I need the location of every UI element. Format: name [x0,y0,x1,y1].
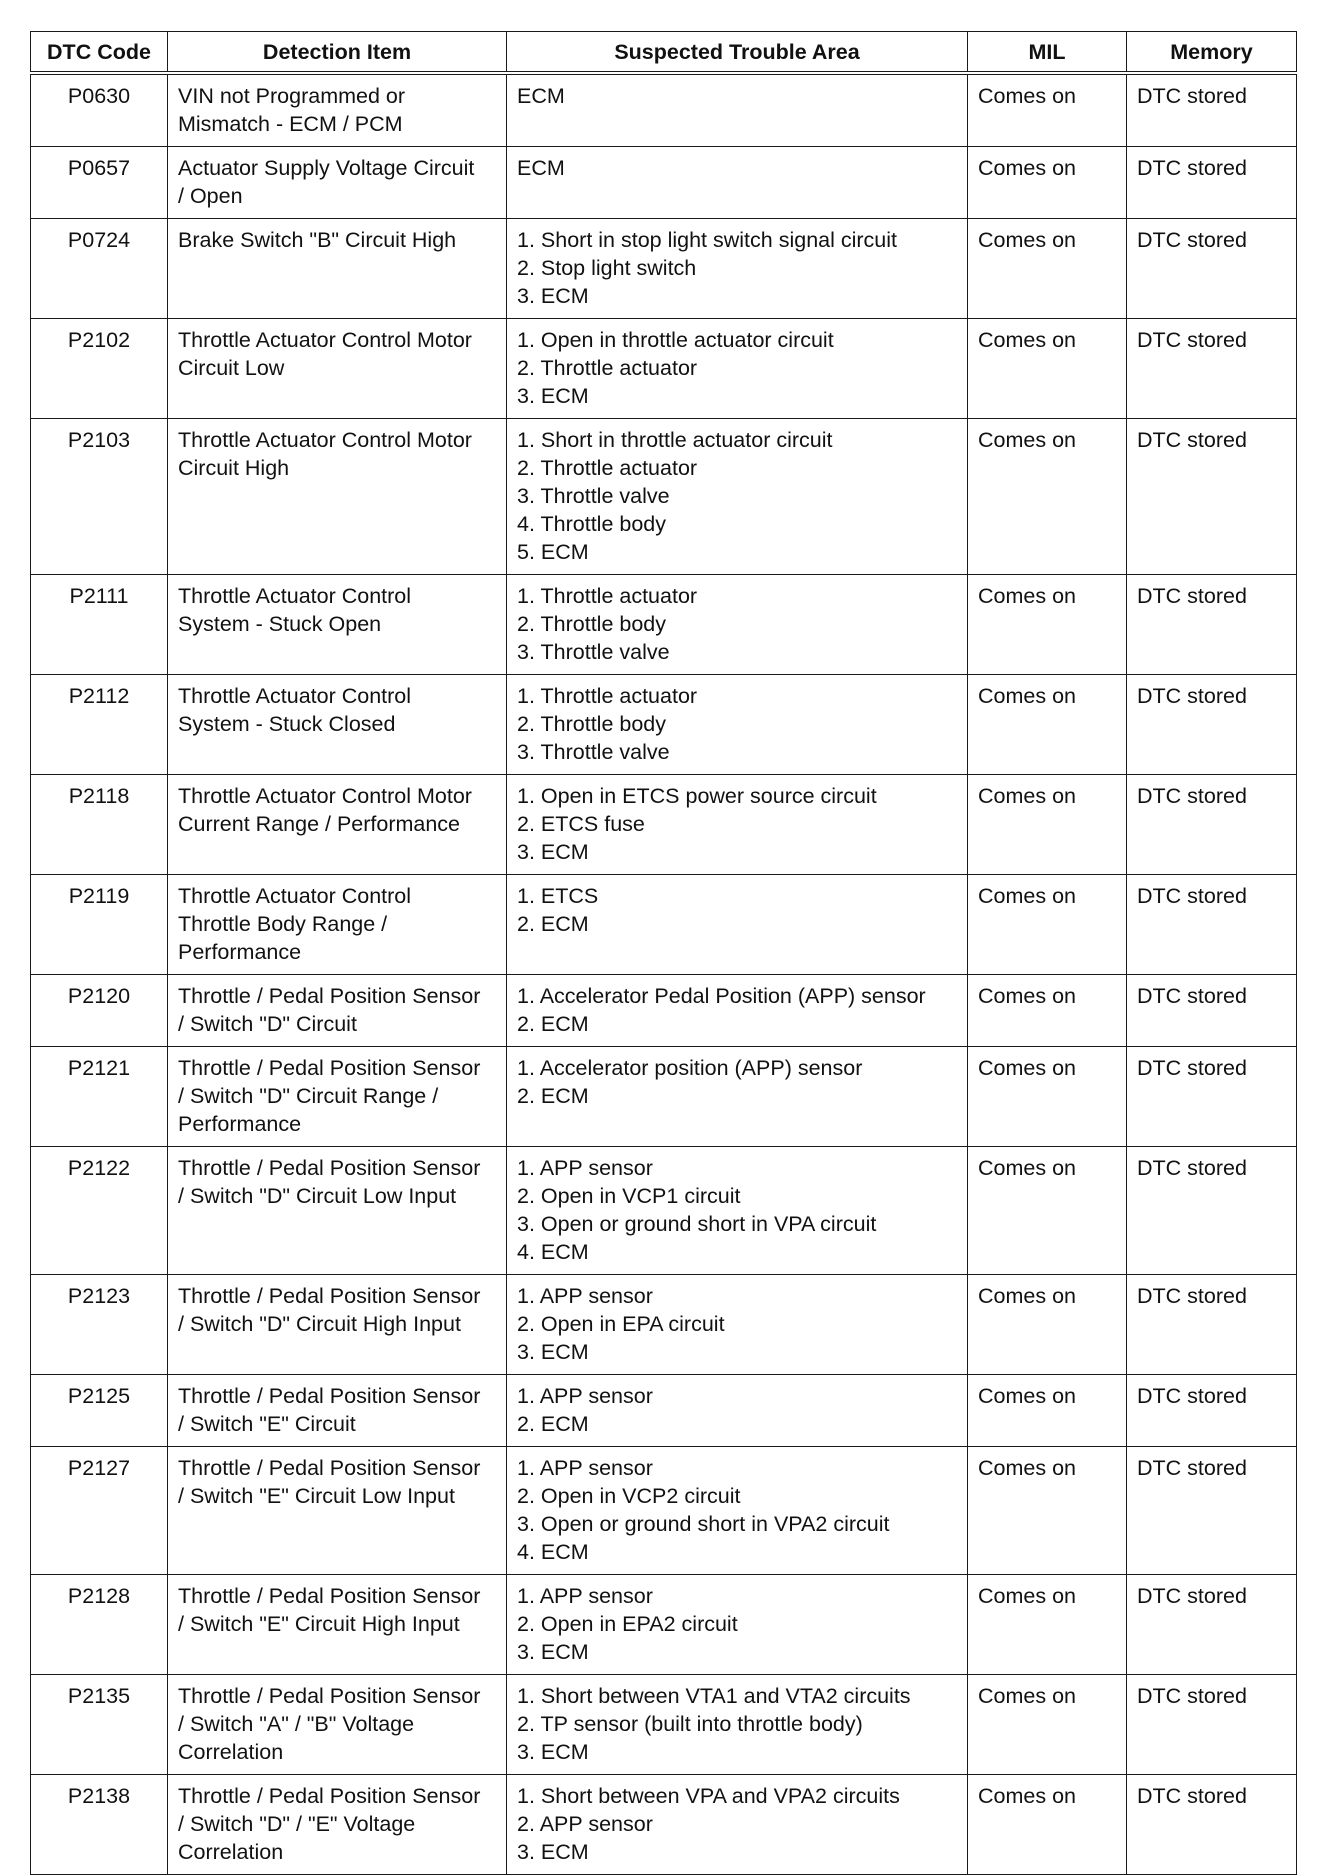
detection-item-line: / Switch "D" Circuit [178,1012,357,1036]
trouble-area-item: 2. ECM [517,1012,589,1036]
memory-cell: DTC stored [1127,1675,1297,1775]
suspected-trouble-area-cell [507,975,968,1047]
mil-cell: Comes on [968,319,1127,419]
detection-item-line: Throttle Actuator Control [178,584,412,608]
detection-item-line: Throttle / Pedal Position Sensor [178,984,481,1008]
suspected-trouble-area-cell [507,1275,968,1375]
trouble-area-item: 3. ECM [517,1840,589,1864]
mil-cell: Comes on [968,1047,1127,1147]
detection-item-line: Throttle Actuator Control [178,684,412,708]
suspected-trouble-area-cell [507,1047,968,1147]
suspected-trouble-area-cell [507,73,968,147]
memory-cell: DTC stored [1127,1575,1297,1675]
dtc-code-cell: P0724 [31,219,168,319]
detection-item-line: Throttle / Pedal Position Sensor [178,1684,481,1708]
trouble-area-item: 3. Throttle valve [517,484,670,508]
dtc-code-cell: P2121 [31,1047,168,1147]
header-dtc-code: DTC Code [31,32,168,74]
dtc-code-cell: P2120 [31,975,168,1047]
trouble-area-item: 4. ECM [517,1540,589,1564]
table-row [31,875,1297,975]
detection-item-line: Throttle / Pedal Position Sensor [178,1584,481,1608]
detection-item-line: Circuit High [178,456,290,480]
trouble-area-item: 1. APP sensor [517,1584,653,1608]
dtc-code-cell: P2125 [31,1375,168,1447]
detection-item-line: Throttle / Pedal Position Sensor [178,1784,481,1808]
dtc-code-cell: P2127 [31,1447,168,1575]
trouble-area-item: 1. APP sensor [517,1156,653,1180]
memory-cell: DTC stored [1127,1375,1297,1447]
mil-cell: Comes on [968,975,1127,1047]
trouble-area-item: 2. Throttle body [517,712,666,736]
detection-item-line: Correlation [178,1840,284,1864]
table-row [31,575,1297,675]
trouble-area-item: 3. ECM [517,1340,589,1364]
detection-item-cell [168,1775,507,1875]
detection-item-line: / Switch "D" Circuit High Input [178,1312,461,1336]
memory-cell: DTC stored [1127,1447,1297,1575]
detection-item-line: / Switch "E" Circuit [178,1412,356,1436]
mil-cell: Comes on [968,1275,1127,1375]
trouble-area-item: 1. Short in throttle actuator circuit [517,428,833,452]
table-row [31,1047,1297,1147]
trouble-area-item: 2. Open in EPA circuit [517,1312,725,1336]
table-row [31,775,1297,875]
mil-cell: Comes on [968,675,1127,775]
mil-cell: Comes on [968,1575,1127,1675]
trouble-area-item: 3. ECM [517,840,589,864]
detection-item-line: Performance [178,940,302,964]
trouble-area-item: 3. Open or ground short in VPA2 circuit [517,1512,890,1536]
trouble-area-item: 2. ECM [517,912,589,936]
detection-item-line: Mismatch - ECM / PCM [178,112,403,136]
suspected-trouble-area-cell [507,775,968,875]
dtc-code-cell: P2123 [31,1275,168,1375]
memory-cell: DTC stored [1127,73,1297,147]
trouble-area-item: 2. ETCS fuse [517,812,645,836]
trouble-area-item: 4. Throttle body [517,512,666,536]
trouble-area-item: 5. ECM [517,540,589,564]
trouble-area-item: 2. Open in VCP1 circuit [517,1184,741,1208]
trouble-area-item: 2. Throttle body [517,612,666,636]
detection-item-line: / Switch "E" Circuit Low Input [178,1484,455,1508]
detection-item-line: Throttle Actuator Control Motor [178,328,472,352]
dtc-code-cell: P2111 [31,575,168,675]
detection-item-cell [168,1375,507,1447]
dtc-code-cell: P2135 [31,1675,168,1775]
detection-item-line: Throttle Actuator Control Motor [178,428,472,452]
detection-item-line: Throttle / Pedal Position Sensor [178,1284,481,1308]
mil-cell: Comes on [968,1147,1127,1275]
table-body [31,73,1297,1875]
table-row [31,147,1297,219]
detection-item-cell [168,1275,507,1375]
trouble-area-item: 4. ECM [517,1240,589,1264]
table-row [31,975,1297,1047]
detection-item-line: / Open [178,184,243,208]
header-detection-item: Detection Item [168,32,507,74]
memory-cell: DTC stored [1127,319,1297,419]
detection-item-line: Throttle Body Range / [178,912,388,936]
memory-cell: DTC stored [1127,975,1297,1047]
detection-item-line: / Switch "A" / "B" Voltage [178,1712,415,1736]
detection-item-cell [168,1147,507,1275]
detection-item-line: Brake Switch "B" Circuit High [178,228,457,252]
mil-cell: Comes on [968,73,1127,147]
detection-item-cell [168,875,507,975]
detection-item-line: Throttle / Pedal Position Sensor [178,1056,481,1080]
detection-item-cell [168,419,507,575]
trouble-area-item: 1. Throttle actuator [517,684,698,708]
trouble-area-item: 1. Accelerator Pedal Position (APP) sensor [517,984,926,1008]
detection-item-cell [168,1047,507,1147]
memory-cell: DTC stored [1127,419,1297,575]
suspected-trouble-area-cell [507,675,968,775]
mil-cell: Comes on [968,1775,1127,1875]
dtc-code-cell: P2112 [31,675,168,775]
suspected-trouble-area-cell [507,419,968,575]
memory-cell: DTC stored [1127,219,1297,319]
suspected-trouble-area-cell [507,219,968,319]
detection-item-line: Throttle / Pedal Position Sensor [178,1384,481,1408]
table-row [31,1275,1297,1375]
mil-cell: Comes on [968,1675,1127,1775]
detection-item-line: Throttle Actuator Control [178,884,412,908]
trouble-area-item: 1. Short in stop light switch signal circuit [517,228,897,252]
trouble-area-item: 2. APP sensor [517,1812,653,1836]
memory-cell: DTC stored [1127,775,1297,875]
detection-item-line: / Switch "D" Circuit Range / [178,1084,439,1108]
detection-item-line: Performance [178,1112,302,1136]
detection-item-line: Actuator Supply Voltage Circuit [178,156,475,180]
detection-item-cell [168,319,507,419]
memory-cell: DTC stored [1127,1275,1297,1375]
mil-cell: Comes on [968,775,1127,875]
detection-item-cell [168,975,507,1047]
trouble-area-item: 1. Open in ETCS power source circuit [517,784,877,808]
trouble-area-item: 3. Open or ground short in VPA circuit [517,1212,877,1236]
trouble-area-item: 1. APP sensor [517,1284,653,1308]
mil-cell: Comes on [968,1447,1127,1575]
detection-item-line: Throttle Actuator Control Motor [178,784,472,808]
memory-cell: DTC stored [1127,875,1297,975]
table-row [31,1575,1297,1675]
trouble-area-item: 2. Throttle actuator [517,456,698,480]
table-row [31,219,1297,319]
trouble-area-item: 2. Stop light switch [517,256,697,280]
suspected-trouble-area-cell [507,1675,968,1775]
table-row [31,1147,1297,1275]
trouble-area-item: 2. Open in EPA2 circuit [517,1612,738,1636]
table-row [31,1675,1297,1775]
suspected-trouble-area-cell [507,1147,968,1275]
trouble-area-item: 1. ETCS [517,884,599,908]
memory-cell: DTC stored [1127,575,1297,675]
header-suspected-trouble-area: Suspected Trouble Area [507,32,968,74]
memory-cell: DTC stored [1127,1047,1297,1147]
trouble-area-item: 3. Throttle valve [517,740,670,764]
dtc-code-cell: P2138 [31,1775,168,1875]
detection-item-cell [168,73,507,147]
detection-item-cell [168,219,507,319]
trouble-area-item: 3. ECM [517,384,589,408]
mil-cell: Comes on [968,875,1127,975]
trouble-area-item: 2. Throttle actuator [517,356,698,380]
table-row [31,419,1297,575]
mil-cell: Comes on [968,419,1127,575]
detection-item-cell [168,1575,507,1675]
suspected-trouble-area-cell [507,147,968,219]
detection-item-line: Circuit Low [178,356,285,380]
dtc-code-cell: P2122 [31,1147,168,1275]
table-row [31,319,1297,419]
trouble-area-item: 1. Throttle actuator [517,584,698,608]
detection-item-line: System - Stuck Closed [178,712,396,736]
detection-item-line: Current Range / Performance [178,812,461,836]
detection-item-line: System - Stuck Open [178,612,382,636]
suspected-trouble-area-cell [507,1775,968,1875]
header-memory: Memory [1127,32,1297,74]
trouble-area-item: 1. Short between VPA and VPA2 circuits [517,1784,900,1808]
mil-cell: Comes on [968,219,1127,319]
detection-item-cell [168,147,507,219]
detection-item-line: / Switch "E" Circuit High Input [178,1612,460,1636]
suspected-trouble-area-cell [507,575,968,675]
mil-cell: Comes on [968,1375,1127,1447]
memory-cell: DTC stored [1127,1147,1297,1275]
detection-item-cell [168,775,507,875]
header-mil: MIL [968,32,1127,74]
trouble-area-item: 3. ECM [517,1640,589,1664]
trouble-area-item: 2. Open in VCP2 circuit [517,1484,741,1508]
detection-item-line: / Switch "D" Circuit Low Input [178,1184,457,1208]
trouble-area-item: 3. ECM [517,1740,589,1764]
suspected-trouble-area-cell [507,319,968,419]
detection-item-cell [168,575,507,675]
detection-item-line: Throttle / Pedal Position Sensor [178,1456,481,1480]
suspected-trouble-area-cell [507,875,968,975]
trouble-area-item: 1. Open in throttle actuator circuit [517,328,834,352]
dtc-code-cell: P2119 [31,875,168,975]
memory-cell: DTC stored [1127,147,1297,219]
dtc-code-cell: P0630 [31,73,168,147]
detection-item-line: Throttle / Pedal Position Sensor [178,1156,481,1180]
trouble-area-item: ECM [517,156,565,180]
memory-cell: DTC stored [1127,675,1297,775]
detection-item-line: / Switch "D" / "E" Voltage [178,1812,416,1836]
suspected-trouble-area-cell [507,1375,968,1447]
trouble-area-item: 1. Accelerator position (APP) sensor [517,1056,863,1080]
table-row [31,1775,1297,1875]
header-row [31,32,1297,74]
dtc-code-cell: P2103 [31,419,168,575]
mil-cell: Comes on [968,147,1127,219]
trouble-area-item: 2. TP sensor (built into throttle body) [517,1712,863,1736]
trouble-area-item: 1. APP sensor [517,1456,653,1480]
table-row [31,73,1297,147]
dtc-code-cell: P2118 [31,775,168,875]
suspected-trouble-area-cell [507,1575,968,1675]
trouble-area-item: 3. ECM [517,284,589,308]
detection-item-cell [168,1675,507,1775]
dtc-code-cell: P2102 [31,319,168,419]
trouble-area-item: 1. Short between VTA1 and VTA2 circuits [517,1684,911,1708]
mil-cell: Comes on [968,575,1127,675]
trouble-area-item: 3. Throttle valve [517,640,670,664]
trouble-area-item: 2. ECM [517,1084,589,1108]
detection-item-cell [168,675,507,775]
trouble-area-item: 1. APP sensor [517,1384,653,1408]
dtc-code-cell: P2128 [31,1575,168,1675]
dtc-table [30,31,1297,1875]
detection-item-line: VIN not Programmed or [178,84,406,108]
detection-item-line: Correlation [178,1740,284,1764]
trouble-area-item: 2. ECM [517,1412,589,1436]
suspected-trouble-area-cell [507,1447,968,1575]
dtc-code-cell: P0657 [31,147,168,219]
detection-item-cell [168,1447,507,1575]
memory-cell: DTC stored [1127,1775,1297,1875]
trouble-area-item: ECM [517,84,565,108]
table-row [31,1375,1297,1447]
table-row [31,1447,1297,1575]
table-row [31,675,1297,775]
